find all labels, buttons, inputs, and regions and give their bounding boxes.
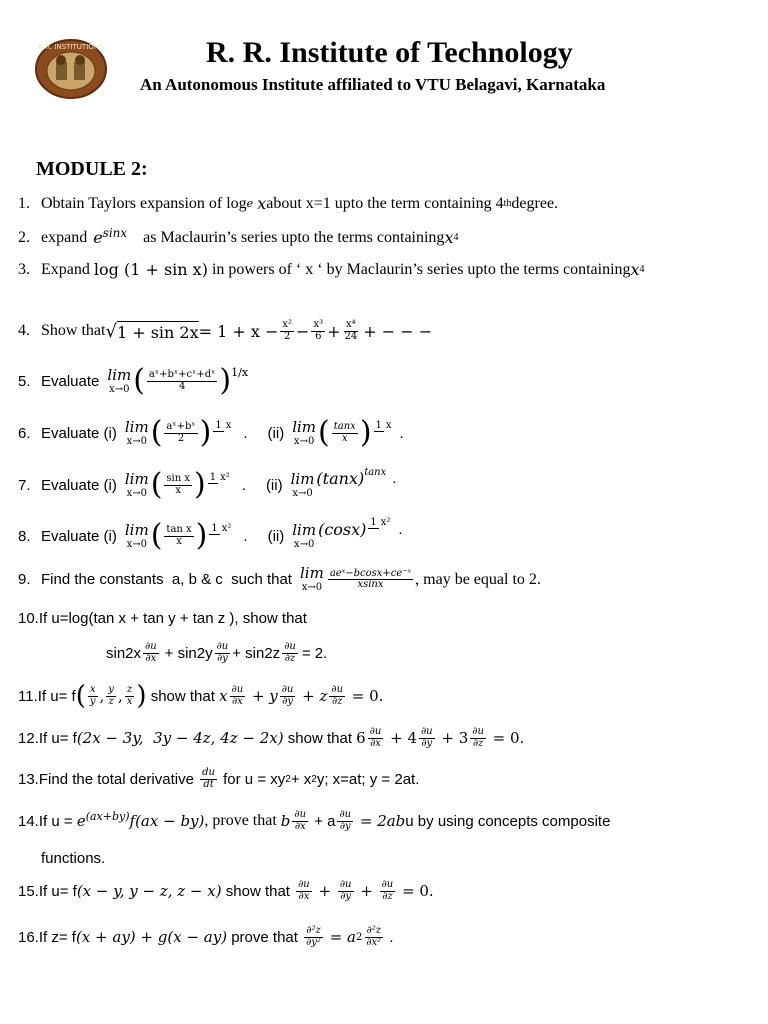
question-5 bbox=[18, 363, 249, 398]
q8-paren-left: ( bbox=[150, 518, 163, 553]
q11-text-a: If u= f bbox=[37, 687, 76, 705]
q7-dot-2: . bbox=[392, 469, 397, 487]
q6-frac-1: $\frac{\text{aˣ+bˣ}}{2}$ bbox=[166, 421, 196, 444]
institute-name: R. R. Institute of Technology bbox=[206, 36, 573, 69]
question-11 bbox=[18, 683, 383, 709]
q10-term-3: + sin2z bbox=[232, 644, 281, 662]
q16-second-deriv-y: $\frac{\text{∂²z}}{\text{∂y²}}$ bbox=[306, 925, 321, 948]
q14-continued-text: functions. bbox=[41, 850, 106, 867]
question-number: 11. bbox=[18, 687, 38, 705]
q4-minus: − bbox=[296, 321, 310, 341]
q9-frac: $\frac{\text{aeˣ−bcosx+ce⁻ˣ}}{xsinx}$ bbox=[329, 567, 412, 590]
question-6 bbox=[18, 415, 404, 450]
q12-coef-1: 6 bbox=[356, 729, 366, 747]
q8-paren-right: ) bbox=[195, 518, 208, 553]
q15-plus-1: + bbox=[313, 882, 336, 900]
q8-dot: . bbox=[243, 527, 248, 545]
q10-term-2: + sin2y bbox=[164, 644, 213, 662]
question-7 bbox=[18, 466, 397, 502]
q2-text-a: expand bbox=[41, 228, 88, 246]
q4-tail: + − − − bbox=[363, 321, 433, 341]
q13-sup-1: 2 bbox=[285, 773, 291, 785]
q3-power: 4 bbox=[639, 264, 645, 275]
question-3 bbox=[18, 260, 645, 279]
q11-result: = 0. bbox=[347, 687, 384, 705]
question-14-continued bbox=[41, 850, 105, 867]
q4-frac-1: $\frac{\text{x²}}{2}$ bbox=[282, 319, 293, 342]
module-title: MODULE 2: bbox=[36, 158, 148, 180]
institute-subtitle: An Autonomous Institute affiliated to VTU Belagavi, Karnataka bbox=[140, 75, 606, 94]
q6-part-ii: (ii) bbox=[267, 424, 285, 442]
q3-text-c: in powers of ‘ x ‘ by Maclaurin’s series upto the terms containing bbox=[211, 260, 631, 278]
question-2 bbox=[18, 225, 459, 247]
q14-text-a: If u = bbox=[38, 812, 77, 830]
question-4 bbox=[18, 320, 432, 342]
question-number: 13. bbox=[18, 770, 39, 788]
question-1 bbox=[18, 194, 558, 213]
q1-ordinal: th bbox=[503, 198, 512, 209]
q4-frac-2: $\frac{\text{x³}}{6}$ bbox=[313, 319, 324, 342]
question-15 bbox=[18, 880, 434, 902]
q15-deriv-x: $\frac{\partial u}{\partial x}$ bbox=[298, 879, 310, 902]
q4-text-b: = 1 + x − bbox=[198, 321, 279, 341]
q4-text-a: Show that bbox=[41, 322, 106, 339]
q6-paren-left: ( bbox=[150, 415, 163, 450]
q1-text-a: Obtain Taylors expansion of log bbox=[41, 194, 247, 212]
q8-power: 1 x² bbox=[211, 523, 232, 535]
q7-frac: $\frac{\text{sin x}}{x}$ bbox=[166, 473, 191, 496]
question-number: 9. bbox=[18, 571, 31, 588]
q10-deriv-y: $\frac{\partial u}{\partial y}$ bbox=[216, 641, 229, 664]
q7-paren-left: ( bbox=[150, 467, 163, 502]
q5-frac: $\frac{\text{aˣ+bˣ+cˣ+dˣ}}{4}$ bbox=[148, 369, 216, 392]
q11-frac-1: $\frac{x}{y}$ bbox=[89, 684, 96, 707]
q6-dot: . bbox=[243, 424, 248, 442]
q12-deriv-y: $\frac{\partial u}{\partial y}$ bbox=[421, 726, 433, 749]
q15-result: = 0. bbox=[397, 882, 434, 900]
q13-total-derivative: $\frac{du}{dt}$ bbox=[202, 767, 215, 790]
q14-coef-b: b bbox=[280, 812, 291, 830]
q6-paren-left-2: ( bbox=[318, 415, 330, 450]
question-number: 15. bbox=[18, 882, 39, 900]
q11-comma-1: , bbox=[99, 687, 105, 705]
q5-limit: lim x→0 bbox=[107, 365, 132, 395]
q6-frac-2: $\frac{\tan x}{x}$ bbox=[333, 421, 356, 444]
q16-text-b: prove that bbox=[227, 928, 303, 946]
q9-limit: lim x→0 bbox=[299, 564, 324, 593]
question-number: 3. bbox=[18, 260, 30, 278]
q7-expr-power: tanx bbox=[364, 466, 387, 478]
q6-dot-2: . bbox=[399, 424, 404, 442]
q7-power: 1 x² bbox=[209, 472, 230, 484]
q14-rhs: = 2ab bbox=[355, 812, 406, 830]
institute-logo bbox=[34, 38, 108, 100]
q4-plus: + bbox=[327, 321, 341, 341]
q13-text-b: for u = xy bbox=[218, 770, 286, 788]
q12-deriv-x: $\frac{\partial u}{\partial x}$ bbox=[369, 726, 382, 749]
q11-text-b: show that bbox=[146, 687, 220, 705]
question-number: 10. bbox=[18, 610, 39, 627]
q7-dot: . bbox=[241, 476, 246, 494]
q16-eq: = a bbox=[324, 928, 356, 946]
question-14 bbox=[18, 810, 610, 832]
q2-power: 4 bbox=[453, 232, 459, 243]
q5-paren-left: ( bbox=[133, 363, 145, 398]
q12-text-a: If u= f bbox=[38, 729, 77, 747]
q11-frac-3: $\frac{z}{x}$ bbox=[126, 684, 133, 707]
q9-text-a: Find the constants a, b & c such that bbox=[41, 571, 292, 588]
question-10-equation bbox=[106, 642, 327, 664]
question-13 bbox=[18, 768, 419, 790]
q15-deriv-y: $\frac{\partial u}{\partial y}$ bbox=[339, 879, 352, 902]
question-number: 1. bbox=[18, 194, 30, 212]
q11-deriv-z: $\frac{\partial u}{\partial z}$ bbox=[331, 684, 344, 707]
q14-coef-a: + a bbox=[310, 812, 336, 830]
q16-second-deriv-x: $\frac{\text{∂²z}}{\text{∂x²}}$ bbox=[366, 925, 382, 948]
q14-exp-power: (ax+by) bbox=[85, 809, 130, 823]
q14-text-d: u by using concepts composite bbox=[405, 812, 611, 830]
q8-limit-2: lim x→0 bbox=[292, 520, 317, 550]
q6-paren-right-2: ) bbox=[359, 415, 372, 450]
q13-sup-2: 2 bbox=[311, 773, 317, 785]
q15-text-a: If u= f bbox=[38, 882, 77, 900]
q3-text-a: Expand bbox=[41, 260, 90, 278]
q8-dot-2: . bbox=[398, 520, 403, 538]
q2-var: x bbox=[444, 228, 454, 247]
q16-power: 2 bbox=[356, 931, 363, 943]
q2-text-c: as Maclaurin’s series upto the terms containing bbox=[143, 228, 445, 246]
q16-dot: . bbox=[385, 928, 394, 946]
q14-exp-base: e bbox=[76, 812, 86, 830]
q11-coef-z: + z bbox=[297, 687, 328, 705]
q12-text-b: show that bbox=[283, 729, 357, 747]
q10-term-1: sin2x bbox=[106, 644, 142, 662]
q14-text-c: , prove that bbox=[204, 812, 281, 829]
q10-result: = 2. bbox=[301, 644, 328, 662]
q7-text-a: Evaluate (i) bbox=[41, 476, 117, 494]
q11-coef-x: x bbox=[219, 687, 228, 705]
q6-text-a: Evaluate (i) bbox=[41, 424, 117, 442]
q15-plus-2: + bbox=[355, 882, 378, 900]
question-number: 14. bbox=[18, 812, 39, 830]
question-number: 2. bbox=[18, 228, 30, 246]
q8-expr: (cosx) bbox=[318, 519, 367, 539]
q3-expr: log (1 + sin x) bbox=[93, 260, 208, 279]
q16-text-a: If z= f bbox=[38, 928, 76, 946]
q11-deriv-x: $\frac{\partial u}{\partial x}$ bbox=[231, 684, 244, 707]
q16-expr: (x + ay) + g(x − ay) bbox=[75, 928, 228, 946]
q6-power-2: 1 x bbox=[375, 420, 392, 432]
q1-text-c: about x=1 upto the term containing 4 bbox=[266, 194, 504, 212]
question-16 bbox=[18, 926, 394, 948]
q8-limit-1: lim x→0 bbox=[124, 520, 149, 550]
question-number: 7. bbox=[18, 476, 31, 494]
question-9 bbox=[18, 566, 541, 593]
q4-frac-3: $\frac{\text{x⁴}}{24}$ bbox=[344, 319, 358, 342]
q15-expr: (x − y, y − z, z − x) bbox=[76, 882, 222, 900]
q12-coef-2: + 4 bbox=[385, 729, 417, 747]
q14-deriv-y: $\frac{\partial u}{\partial y}$ bbox=[339, 809, 352, 832]
q12-expr: (2x − 3y, 3y − 4z, 4z − 2x) bbox=[76, 729, 284, 747]
question-number: 8. bbox=[18, 527, 31, 545]
q8-part-ii: (ii) bbox=[267, 527, 285, 545]
q2-exp-power: sinx bbox=[102, 225, 128, 240]
q7-limit-2: lim x→0 bbox=[290, 469, 315, 499]
q10-deriv-z: $\frac{\partial u}{\partial z}$ bbox=[284, 641, 296, 664]
q4-sqrt: √ bbox=[105, 320, 117, 342]
q3-var: x bbox=[630, 260, 640, 279]
q2-exp-base: e bbox=[93, 228, 103, 247]
q1-log-base: e bbox=[246, 197, 254, 210]
q5-text-a: Evaluate bbox=[41, 372, 100, 390]
question-number: 5. bbox=[18, 372, 31, 390]
q8-frac: $\frac{\text{tan x}}{x}$ bbox=[166, 524, 192, 547]
q5-power: 1/x bbox=[231, 365, 249, 379]
q12-coef-3: + 3 bbox=[436, 729, 469, 747]
q14-function: f(ax − by) bbox=[129, 812, 205, 830]
question-10 bbox=[18, 610, 307, 627]
q11-frac-2: $\frac{y}{z}$ bbox=[108, 684, 114, 707]
q5-paren-right: ) bbox=[219, 363, 232, 398]
question-number: 4. bbox=[18, 322, 30, 339]
q9-text-b: , may be equal to 2. bbox=[415, 570, 541, 588]
q7-paren-right: ) bbox=[194, 467, 206, 502]
q15-deriv-z: $\frac{\partial u}{\partial z}$ bbox=[381, 879, 394, 902]
q11-paren-right: ) bbox=[136, 681, 147, 711]
q13-text-d: y; x=at; y = 2at. bbox=[316, 770, 420, 788]
q11-coef-y: + y bbox=[247, 687, 278, 705]
question-12 bbox=[18, 727, 524, 749]
q14-deriv-x: $\frac{\partial u}{\partial x}$ bbox=[294, 809, 307, 832]
question-number: 16. bbox=[18, 928, 39, 946]
q6-limit-1: lim x→0 bbox=[124, 417, 149, 447]
q12-deriv-z: $\frac{\partial u}{\partial z}$ bbox=[472, 726, 484, 749]
q6-power-1: 1 x bbox=[215, 420, 232, 432]
q12-result: = 0. bbox=[487, 729, 525, 747]
question-number: 12. bbox=[18, 729, 39, 747]
q1-var: x bbox=[257, 194, 267, 213]
q10-deriv-x: $\frac{\partial u}{\partial x}$ bbox=[145, 641, 157, 664]
q10-text-a: If u=log(tan x + tan y + tan z ), show that bbox=[38, 610, 307, 627]
question-number: 6. bbox=[18, 424, 31, 442]
q11-comma-2: , bbox=[117, 687, 123, 705]
q13-text-c: + x bbox=[290, 770, 312, 788]
q13-text-a: Find the total derivative bbox=[38, 770, 199, 788]
q8-power-2: 1 x² bbox=[370, 517, 391, 529]
q4-radicand: 1 + sin 2x bbox=[116, 322, 199, 342]
logo-text: R.R. INSTITUTIONS bbox=[38, 43, 104, 51]
question-8 bbox=[18, 517, 403, 553]
q7-part-ii: (ii) bbox=[265, 476, 283, 494]
q11-paren-left: ( bbox=[75, 681, 86, 711]
q15-text-b: show that bbox=[221, 882, 295, 900]
q7-expr: (tanx) bbox=[316, 468, 365, 488]
q8-text-a: Evaluate (i) bbox=[41, 527, 117, 545]
q6-limit-2: lim x→0 bbox=[292, 417, 317, 447]
q11-deriv-y: $\frac{\partial u}{\partial y}$ bbox=[281, 684, 294, 707]
q6-paren-right: ) bbox=[199, 415, 212, 450]
q1-text-d: degree. bbox=[511, 194, 559, 212]
q7-limit-1: lim x→0 bbox=[124, 469, 149, 499]
